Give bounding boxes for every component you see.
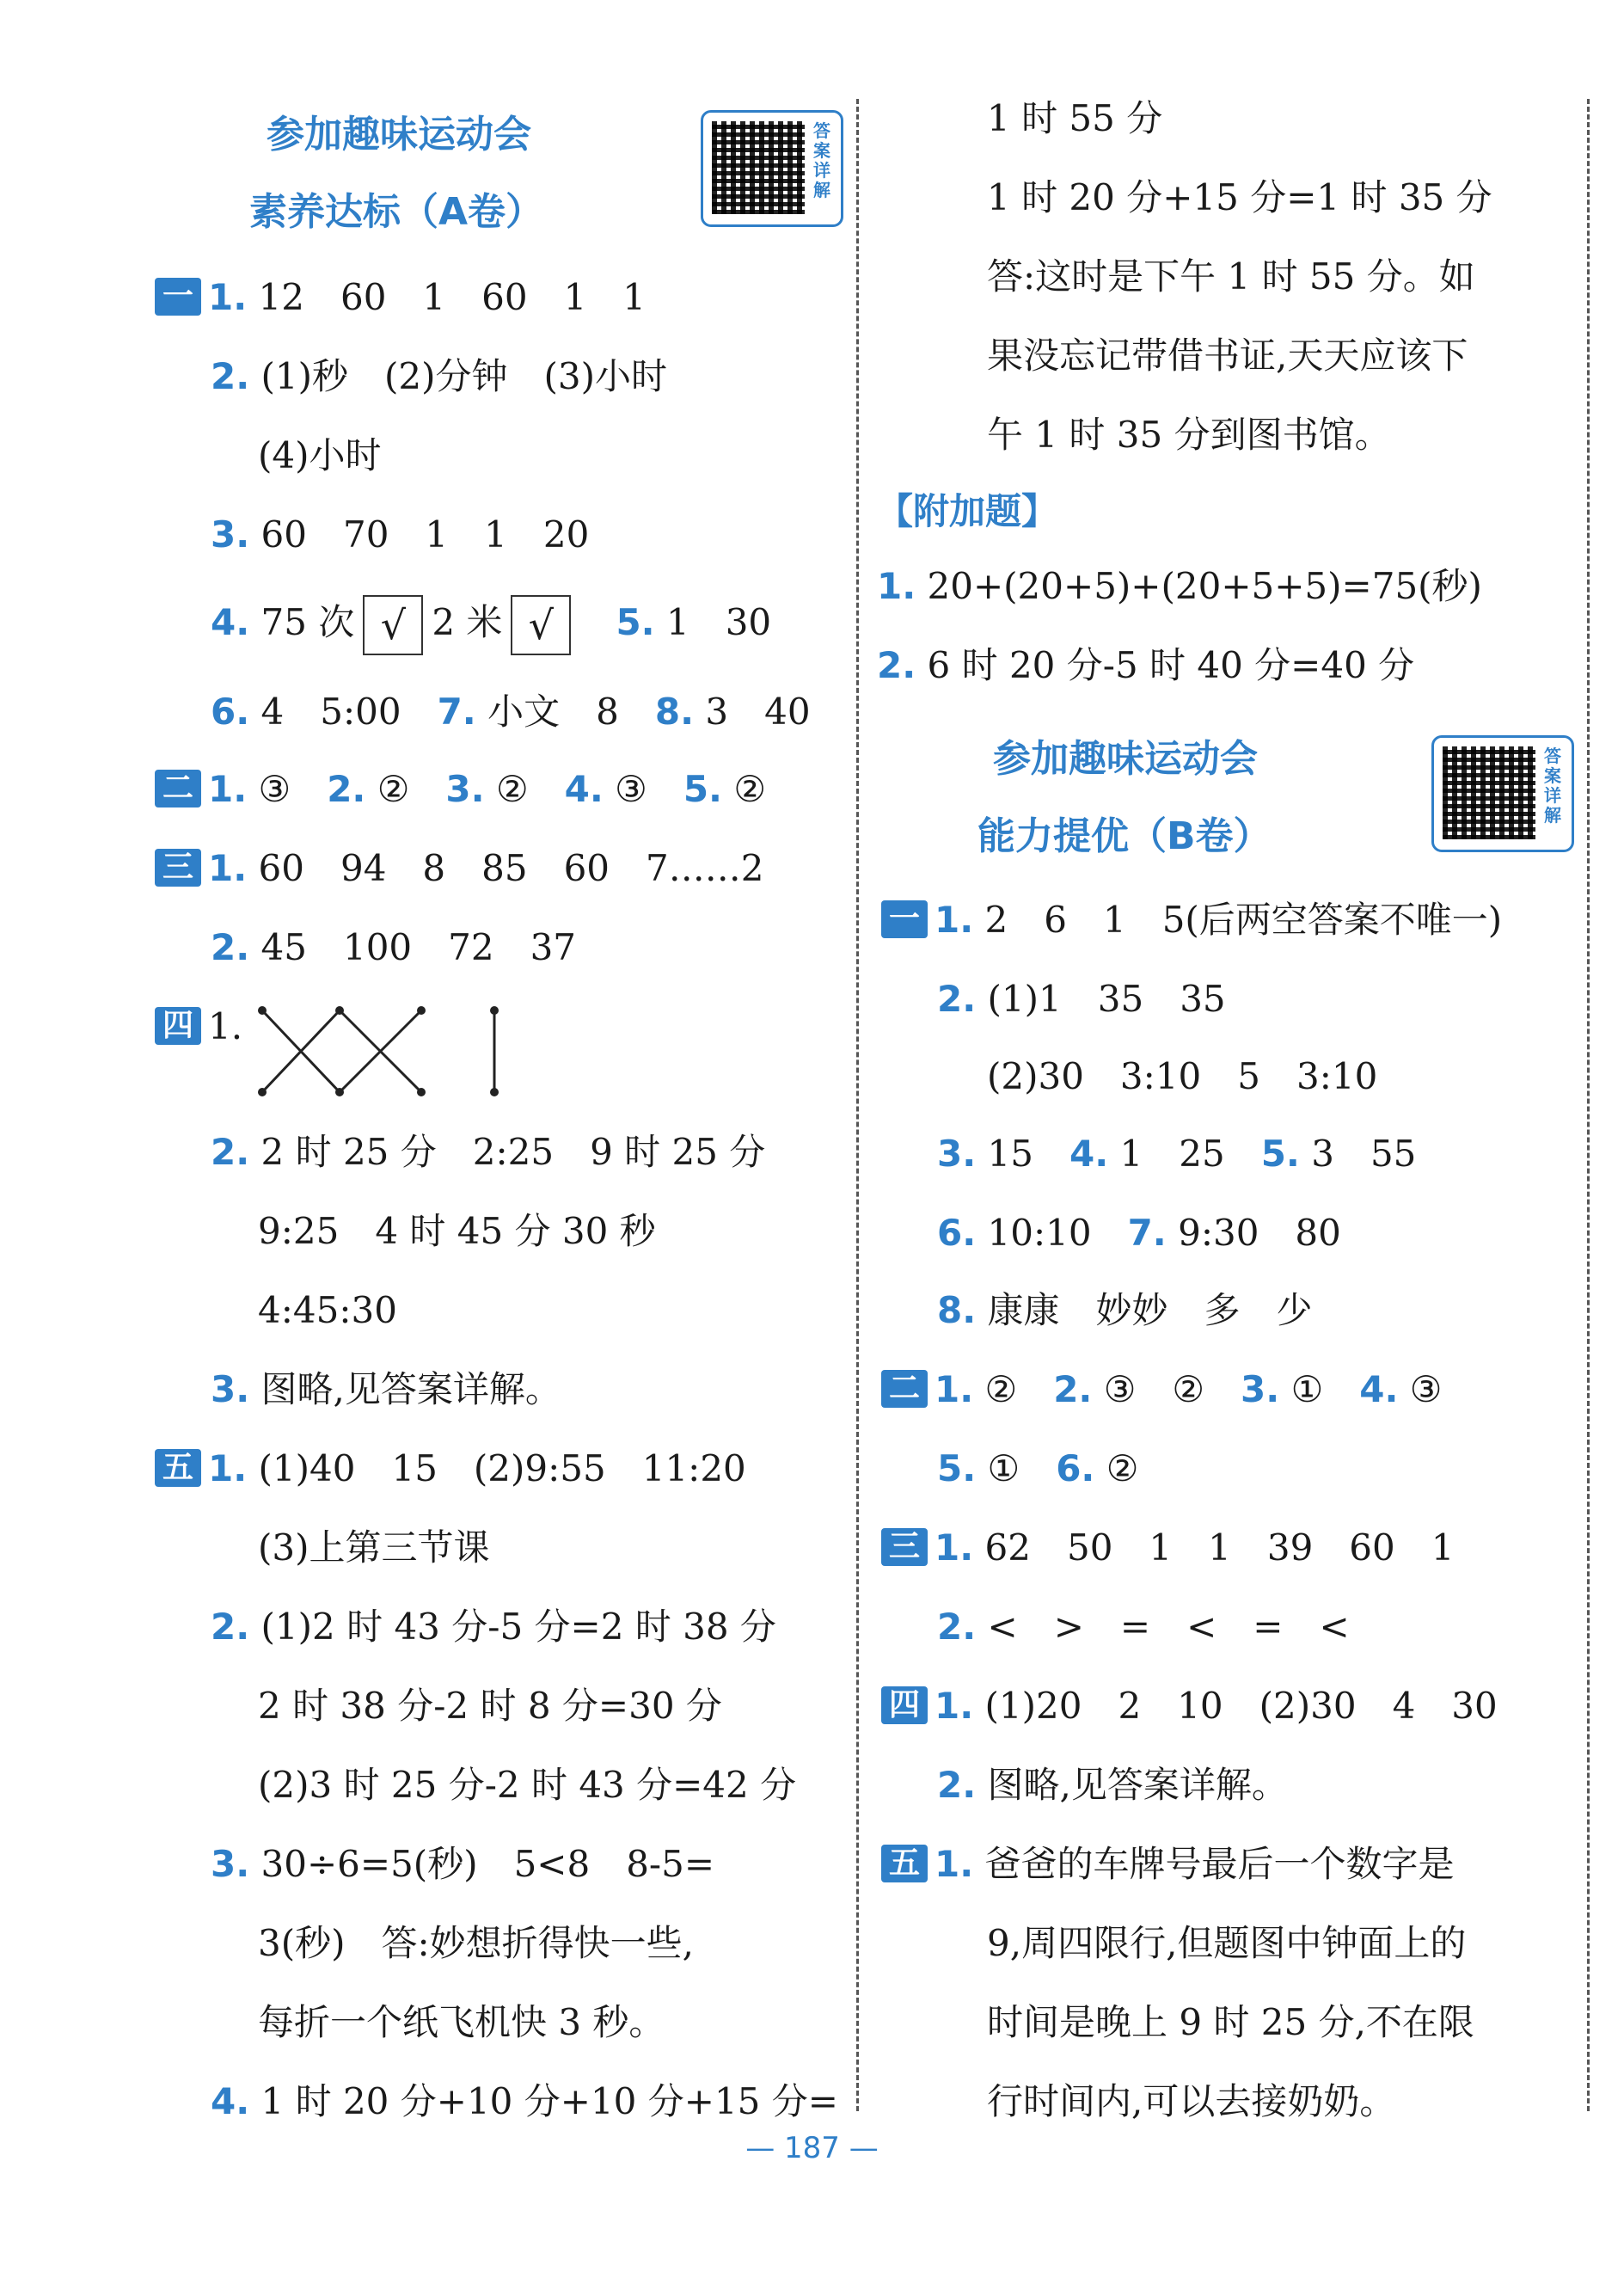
answer-line: (2)30 3:10 5 3:10 <box>987 1055 1378 1097</box>
answer-line: 1. 20+(20+5)+(20+5+5)=75(秒) <box>877 565 1482 607</box>
answer-line: 9:25 4 时 45 分 30 秒 <box>258 1210 656 1252</box>
right-margin-divider <box>1587 99 1590 2111</box>
answer-line: 行时间内,可以去接奶奶。 <box>987 2080 1396 2122</box>
section-title-a: 参加趣味运动会 <box>267 113 531 157</box>
answer-line: 1 时 20 分+15 分=1 时 35 分 <box>987 176 1492 218</box>
answer-line: 3. 30÷6=5(秒) 5<8 8-5= <box>211 1843 715 1885</box>
answer-line: 2. (1)秒 (2)分钟 (3)小时 <box>211 355 668 397</box>
answer-line: 2 时 38 分-2 时 8 分=30 分 <box>258 1685 722 1727</box>
qr-icon <box>712 121 805 214</box>
answer-line: 6. 10:10 7. 9:30 80 <box>937 1212 1341 1254</box>
answer-line: 2. (1)1 35 35 <box>937 978 1226 1020</box>
check-box: √ <box>511 595 571 655</box>
answer-line: 3. 图略,见答案详解。 <box>211 1368 561 1410</box>
section-title-b: 参加趣味运动会 <box>993 737 1258 781</box>
answer-line: 三 1. 62 50 1 1 39 60 1 <box>881 1522 1454 1574</box>
answer-line: 四 1. <box>155 1001 242 1053</box>
answer-line: 3. 15 4. 1 25 5. 3 55 <box>937 1133 1417 1175</box>
answer-line: 2. (1)2 时 43 分-5 分=2 时 38 分 <box>211 1606 776 1648</box>
answer-line: (4)小时 <box>258 434 382 476</box>
qr-icon <box>1443 746 1535 839</box>
section-badge: 三 <box>155 849 201 887</box>
answer-line: 答:这时是下午 1 时 55 分。如 <box>987 255 1475 298</box>
answer-line: 2. 2 时 25 分 2:25 9 时 25 分 <box>211 1131 766 1173</box>
section-badge: 一 <box>881 900 928 938</box>
answer-line: (3)上第三节课 <box>258 1526 490 1569</box>
answer-line: 2. 图略,见答案详解。 <box>937 1764 1288 1806</box>
answer-line: 5. ① 6. ② <box>937 1447 1139 1489</box>
answer-line: 9,周四限行,但题图中钟面上的 <box>987 1922 1467 1964</box>
section-subtitle-a: 素养达标（A卷） <box>249 190 544 234</box>
answer-line: 三 1. 60 94 8 85 60 7……2 <box>155 843 763 894</box>
section-subtitle-b: 能力提优（B卷） <box>977 814 1272 858</box>
section-badge: 四 <box>155 1007 201 1045</box>
answer-line: 4:45:30 <box>258 1289 397 1331</box>
answer-line: 五 1. (1)40 15 (2)9:55 11:20 <box>155 1443 746 1495</box>
column-divider <box>856 99 859 2111</box>
section-badge: 五 <box>155 1449 201 1487</box>
qr-code-b[interactable] <box>1431 735 1574 852</box>
answer-line: 午 1 时 35 分到图书馆。 <box>987 414 1391 456</box>
page-number: — 187 — <box>745 2131 879 2165</box>
answer-line: 8. 康康 妙妙 多 少 <box>937 1289 1313 1331</box>
answer-line: 时间是晚上 9 时 25 分,不在限 <box>987 2001 1474 2043</box>
answer-line: 4. 1 时 20 分+10 分+10 分+15 分= <box>211 2080 838 2122</box>
answer-line: 4. 75 次 √ 2 米 √ 5. 1 30 <box>211 595 771 655</box>
answer-line: 2. 6 时 20 分-5 时 40 分=40 分 <box>877 644 1415 686</box>
answer-line: 二 1. ③ 2. ② 3. ② 4. ③ 5. ② <box>155 764 766 815</box>
answer-line: (2)3 时 25 分-2 时 43 分=42 分 <box>258 1764 797 1806</box>
answer-line: 2. 45 100 72 37 <box>211 926 577 968</box>
section-badge: 三 <box>881 1528 928 1566</box>
answer-line: 2. < > = < = < <box>937 1606 1350 1648</box>
answer-line: 每折一个纸飞机快 3 秒。 <box>258 2001 665 2043</box>
qr-tag: 答案详解 <box>813 120 830 200</box>
answer-line: 一 1. 2 6 1 5(后两空答案不唯一) <box>881 894 1502 946</box>
check-box: √ <box>363 595 423 655</box>
answer-line: 果没忘记带借书证,天天应该下 <box>987 335 1468 377</box>
answer-line: 二 1. ② 2. ③ ② 3. ① 4. ③ <box>881 1364 1442 1415</box>
section-badge: 五 <box>881 1845 928 1882</box>
answer-line: 6. 4 5:00 7. 小文 8 8. 3 40 <box>211 691 811 733</box>
section-badge: 四 <box>881 1686 928 1724</box>
matching-lines-diagram <box>258 1006 533 1101</box>
section-badge: 二 <box>881 1370 928 1408</box>
extra-question-heading: 【附加题】 <box>877 490 1058 532</box>
section-badge: 一 <box>155 278 201 316</box>
answer-line: 四 1. (1)20 2 10 (2)30 4 30 <box>881 1680 1498 1732</box>
section-badge: 二 <box>155 770 201 807</box>
qr-tag: 答案详解 <box>1544 746 1561 826</box>
answer-line: 一 1. 12 60 1 60 1 1 <box>155 272 646 323</box>
answer-line: 五 1. 爸爸的车牌号最后一个数字是 <box>881 1839 1455 1890</box>
answer-line: 3(秒) 答:妙想折得快一些, <box>258 1922 694 1964</box>
answer-line: 3. 60 70 1 1 20 <box>211 513 590 556</box>
answer-line: 1 时 55 分 <box>987 97 1163 139</box>
qr-code-a[interactable] <box>701 110 843 227</box>
